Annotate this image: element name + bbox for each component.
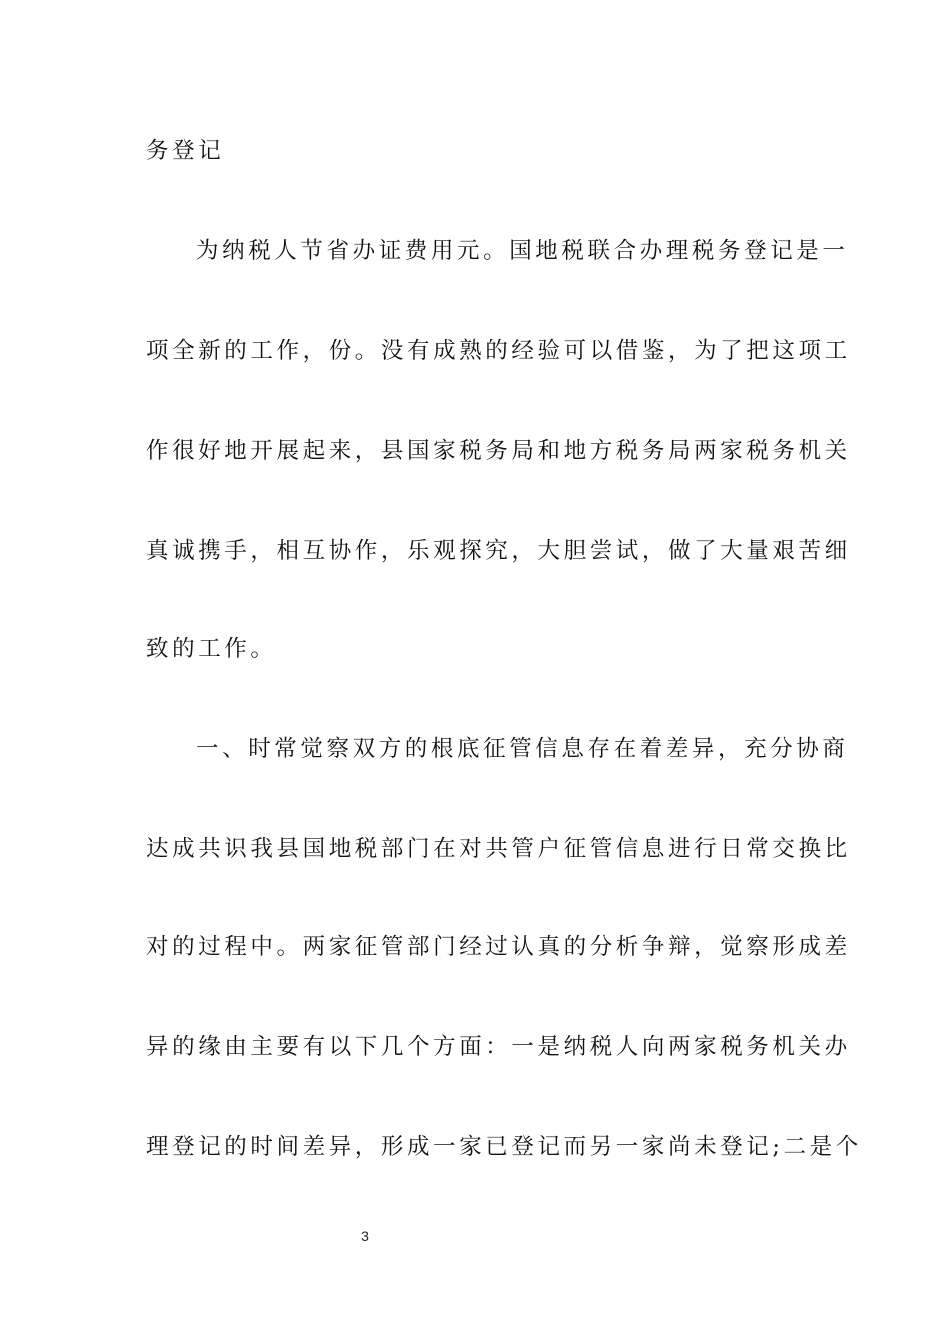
- text-line: 致的工作。: [146, 636, 277, 662]
- text-line: 对的过程中。两家征管部门经过认真的分析争辩，觉察形成差: [146, 934, 851, 960]
- text-line: 理登记的时间差异，形成一家已登记而另一家尚未登记;二是个: [146, 1134, 862, 1160]
- text-line: 作很好地开展起来，县国家税务局和地方税务局两家税务机关: [146, 438, 851, 464]
- paragraph-first-line: 为纳税人节省办证费用元。国地税联合办理税务登记是一: [196, 238, 849, 264]
- text-line: 项全新的工作，份。没有成熟的经验可以借鉴，为了把这项工: [146, 338, 851, 364]
- text-line: 务登记: [146, 138, 225, 164]
- text-line: 异的缘由主要有以下几个方面：一是纳税人向两家税务机关办: [146, 1034, 851, 1060]
- page-number: 3: [361, 1228, 369, 1244]
- text-line: 真诚携手，相互协作，乐观探究，大胆尝试，做了大量艰苦细: [146, 538, 851, 564]
- text-line: 达成共识我县国地税部门在对共管户征管信息进行日常交换比: [146, 836, 851, 862]
- paragraph-first-line: 一、时常觉察双方的根底征管信息存在着差异，充分协商: [196, 736, 849, 762]
